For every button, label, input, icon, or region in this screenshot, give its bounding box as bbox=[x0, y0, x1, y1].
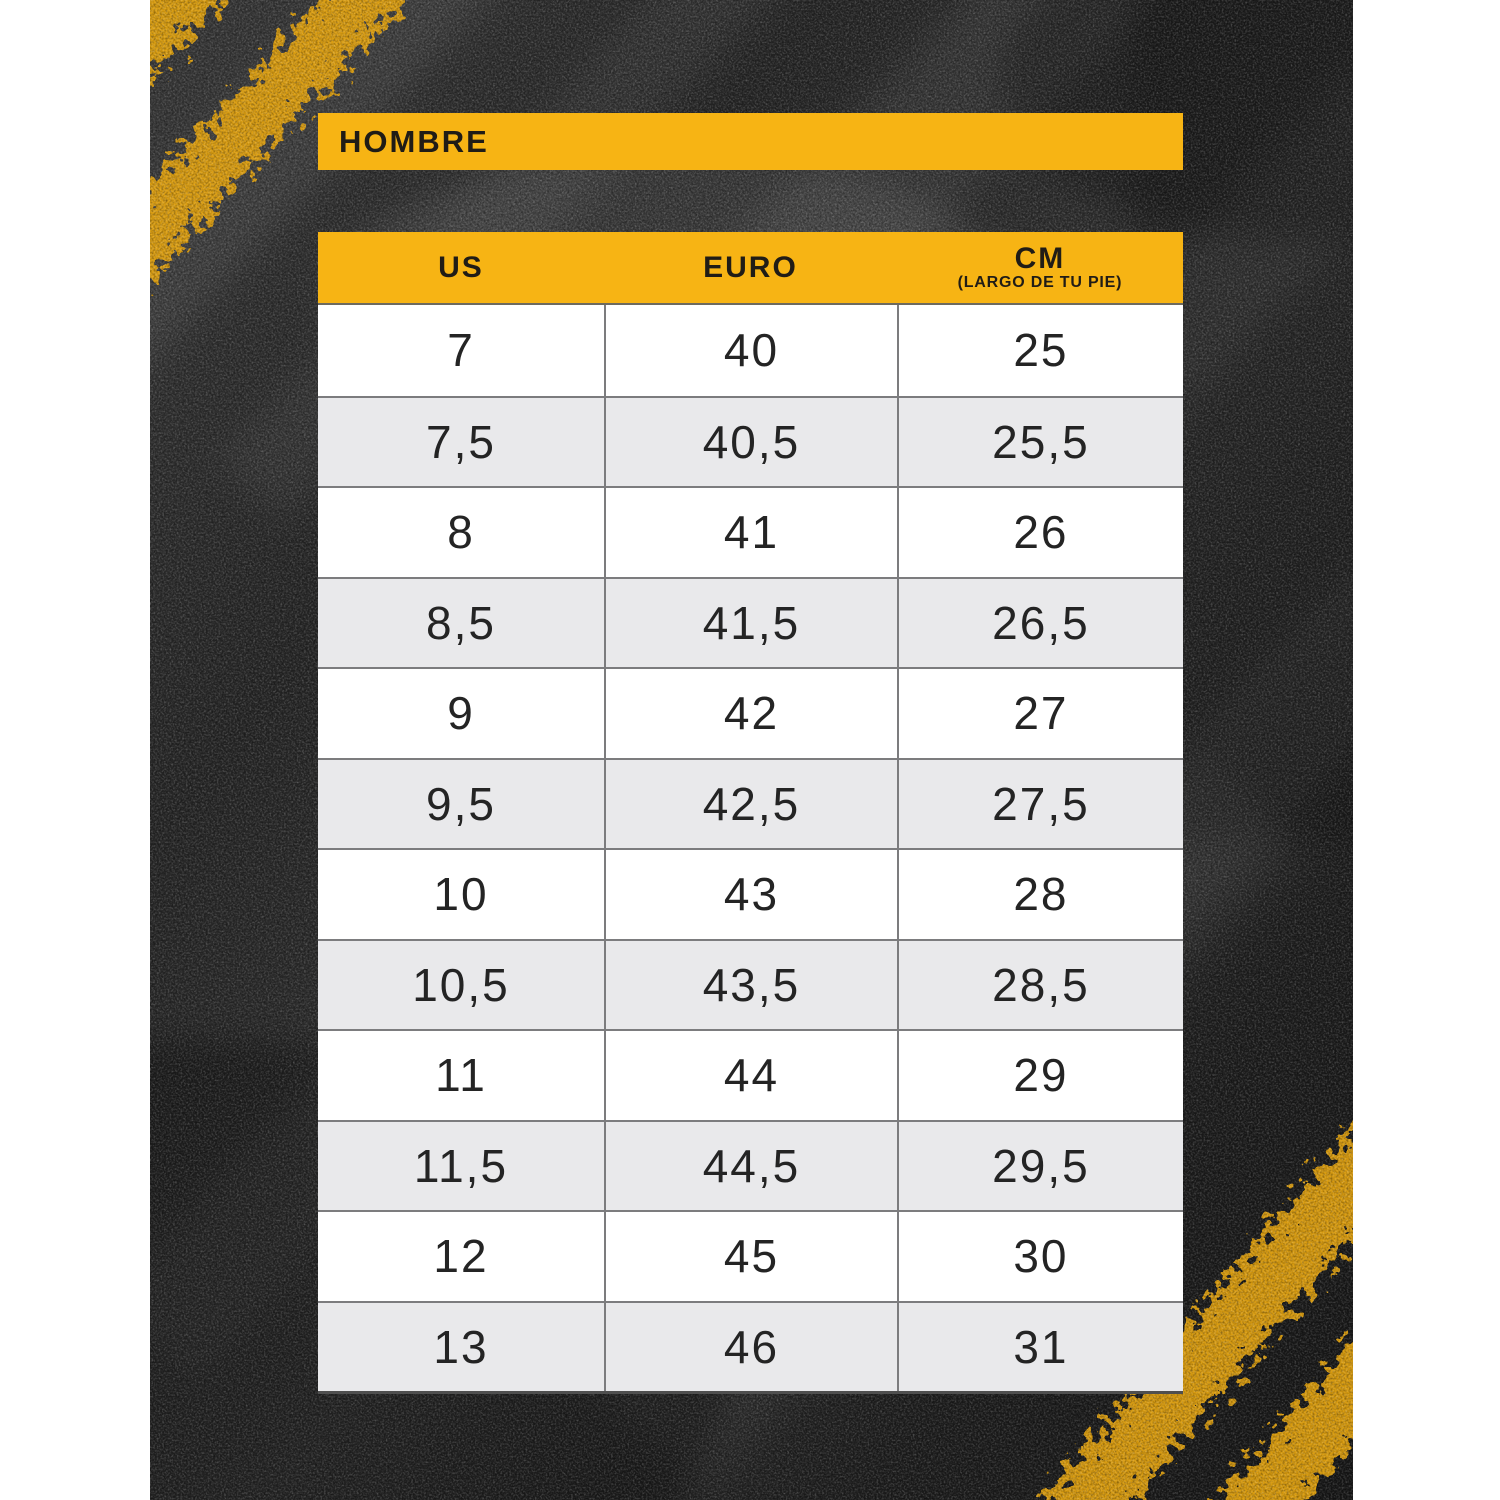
asphalt-photo-area bbox=[150, 0, 1353, 1500]
page-title: HOMBRE bbox=[339, 123, 489, 159]
table-row bbox=[318, 939, 1183, 1030]
cell-euro: 42,5 bbox=[604, 760, 897, 849]
header-cell-cm bbox=[897, 232, 1183, 303]
cell-euro: 43 bbox=[604, 850, 897, 939]
cell-us: 12 bbox=[433, 1230, 489, 1283]
table-row bbox=[318, 758, 1183, 849]
cell-euro: 46 bbox=[604, 1303, 897, 1392]
cell-cm: 28 bbox=[897, 850, 1183, 939]
cell-cm: 29 bbox=[897, 1031, 1183, 1120]
table-row bbox=[318, 1029, 1183, 1120]
cell-cm: 26 bbox=[897, 488, 1183, 577]
cell-euro: 44,5 bbox=[604, 1122, 897, 1211]
cell-euro: 44 bbox=[604, 1031, 897, 1120]
cell-us: 8,5 bbox=[426, 596, 496, 649]
header-label-us: US bbox=[438, 250, 484, 284]
cell-euro: 42 bbox=[604, 669, 897, 758]
header-cell-us bbox=[318, 232, 604, 303]
cell-us: 8 bbox=[447, 506, 475, 559]
cell-us: 7 bbox=[447, 324, 475, 377]
cell-euro: 40,5 bbox=[604, 398, 897, 487]
cell-us: 7,5 bbox=[426, 415, 496, 468]
cell-cm: 31 bbox=[897, 1303, 1183, 1392]
table-row bbox=[318, 1301, 1183, 1392]
header-cell-euro bbox=[604, 232, 897, 303]
header-label-cm: CM bbox=[1014, 241, 1066, 275]
cell-cm: 27 bbox=[897, 669, 1183, 758]
cell-cm: 29,5 bbox=[897, 1122, 1183, 1211]
table-row bbox=[318, 577, 1183, 668]
cell-cm: 27,5 bbox=[897, 760, 1183, 849]
cell-euro: 41 bbox=[604, 488, 897, 577]
cell-cm: 28,5 bbox=[897, 941, 1183, 1030]
cell-us: 10,5 bbox=[412, 958, 510, 1011]
cell-euro: 40 bbox=[604, 305, 897, 396]
cell-us: 11,5 bbox=[413, 1139, 509, 1192]
cell-us: 9 bbox=[447, 687, 475, 740]
size-table-body bbox=[318, 303, 1183, 1394]
cell-cm: 30 bbox=[897, 1212, 1183, 1301]
header-sublabel-cm: (LARGO DE TU PIE) bbox=[957, 274, 1123, 292]
table-row bbox=[318, 486, 1183, 577]
cell-cm: 26,5 bbox=[897, 579, 1183, 668]
cell-euro: 45 bbox=[604, 1212, 897, 1301]
cell-cm: 25 bbox=[897, 305, 1183, 396]
header-label-euro: EURO bbox=[703, 250, 798, 284]
cell-us: 13 bbox=[433, 1320, 489, 1373]
table-row bbox=[318, 667, 1183, 758]
cell-euro: 43,5 bbox=[604, 941, 897, 1030]
cell-us: 10 bbox=[433, 868, 489, 921]
cell-us: 11 bbox=[435, 1049, 487, 1102]
table-header-row bbox=[318, 232, 1183, 303]
cell-cm: 25,5 bbox=[897, 398, 1183, 487]
cell-euro: 41,5 bbox=[604, 579, 897, 668]
cell-us: 9,5 bbox=[426, 777, 496, 830]
table-row bbox=[318, 848, 1183, 939]
table-row bbox=[318, 1210, 1183, 1301]
table-row bbox=[318, 1120, 1183, 1211]
table-row bbox=[318, 396, 1183, 487]
table-row bbox=[318, 305, 1183, 396]
title-banner bbox=[318, 113, 1183, 170]
